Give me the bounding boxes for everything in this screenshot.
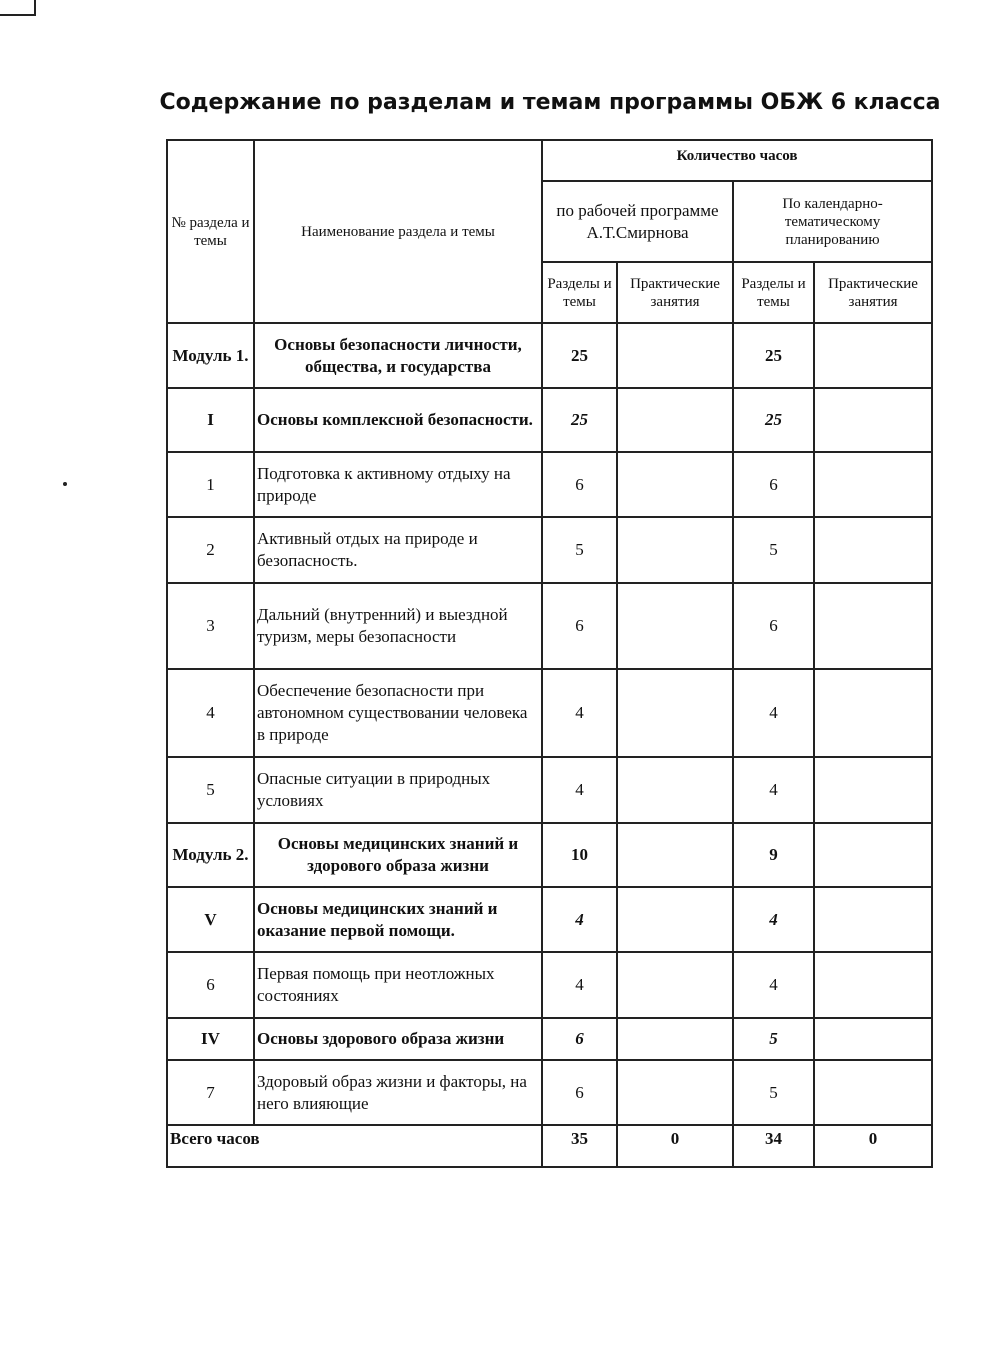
total-wp: 35 <box>542 1125 617 1167</box>
row-num: 6 <box>167 952 254 1018</box>
row-wpp <box>617 517 733 583</box>
row-name: Основы комплексной безопасности. <box>254 388 542 452</box>
row-num: 1 <box>167 452 254 517</box>
row-name: Дальний (внутренний) и выездной туризм, меры безопасности <box>254 583 542 669</box>
table-row <box>167 517 932 583</box>
header-name: Наименование раздела и темы <box>254 140 542 323</box>
row-name: Основы здорового образа жизни <box>254 1018 542 1060</box>
row-wpp <box>617 1018 733 1060</box>
row-wp: 6 <box>542 583 617 669</box>
row-calp <box>814 452 932 517</box>
row-num: 5 <box>167 757 254 823</box>
row-cal: 6 <box>733 452 814 517</box>
row-wp: 6 <box>542 1018 617 1060</box>
table-row <box>167 823 932 887</box>
table-row <box>167 452 932 517</box>
row-calp <box>814 1018 932 1060</box>
row-wp: 25 <box>542 323 617 388</box>
row-calp <box>814 669 932 757</box>
row-wpp <box>617 452 733 517</box>
row-cal: 25 <box>733 323 814 388</box>
total-calp: 0 <box>814 1125 932 1167</box>
table-row <box>167 887 932 952</box>
row-cal: 5 <box>733 1018 814 1060</box>
row-name: Основы медицинских знаний и оказание первой помощи. <box>254 887 542 952</box>
row-name: Опасные ситуации в природных условиях <box>254 757 542 823</box>
total-label: Всего часов <box>167 1125 542 1167</box>
row-wp: 5 <box>542 517 617 583</box>
row-num: Модуль 1. <box>167 323 254 388</box>
row-num: 4 <box>167 669 254 757</box>
table-row <box>167 388 932 452</box>
row-num: 7 <box>167 1060 254 1125</box>
row-wpp <box>617 757 733 823</box>
header-practical: Практические занятия <box>617 262 733 323</box>
row-cal: 4 <box>733 952 814 1018</box>
total-row <box>167 1125 932 1167</box>
table-row <box>167 583 932 669</box>
total-cal: 34 <box>733 1125 814 1167</box>
scan-corner-mark <box>0 0 36 16</box>
scan-dot-mark <box>63 482 67 486</box>
row-calp <box>814 517 932 583</box>
table-row <box>167 323 932 388</box>
table-row <box>167 1018 932 1060</box>
row-calp <box>814 952 932 1018</box>
row-wpp <box>617 887 733 952</box>
row-num: 3 <box>167 583 254 669</box>
row-calp <box>814 323 932 388</box>
hours-table <box>166 139 933 1168</box>
table-row <box>167 669 932 757</box>
row-name: Основы безопасности личности, общества, и государства <box>254 323 542 388</box>
row-wp: 6 <box>542 452 617 517</box>
row-wp: 10 <box>542 823 617 887</box>
row-num: V <box>167 887 254 952</box>
row-calp <box>814 757 932 823</box>
header-calendar: По календарно-тематическому планированию <box>733 181 932 262</box>
document-title: Содержание по разделам и темам программы ОБЖ 6 класса <box>159 90 941 115</box>
table-row <box>167 952 932 1018</box>
row-calp <box>814 887 932 952</box>
row-num: I <box>167 388 254 452</box>
row-wpp <box>617 1060 733 1125</box>
row-wpp <box>617 583 733 669</box>
row-wp: 4 <box>542 757 617 823</box>
row-cal: 25 <box>733 388 814 452</box>
row-num: 2 <box>167 517 254 583</box>
row-wpp <box>617 952 733 1018</box>
row-calp <box>814 583 932 669</box>
header-work-program: по рабочей программе А.Т.Смирнова <box>542 181 733 262</box>
header-hours: Количество часов <box>542 140 932 181</box>
row-wp: 4 <box>542 669 617 757</box>
row-wp: 6 <box>542 1060 617 1125</box>
header-sections-2: Разделы и темы <box>733 262 814 323</box>
row-wp: 4 <box>542 952 617 1018</box>
row-calp <box>814 823 932 887</box>
row-calp <box>814 388 932 452</box>
row-wp: 4 <box>542 887 617 952</box>
row-name: Активный отдых на природе и безопасность. <box>254 517 542 583</box>
total-wpp: 0 <box>617 1125 733 1167</box>
row-name: Первая помощь при неотложных состояниях <box>254 952 542 1018</box>
header-num: № раздела и темы <box>167 140 254 323</box>
row-name: Обеспечение безопасности при автономном существовании человека в природе <box>254 669 542 757</box>
header-practical-2: Практические занятия <box>814 262 932 323</box>
row-cal: 5 <box>733 1060 814 1125</box>
row-cal: 9 <box>733 823 814 887</box>
header-row-1 <box>167 140 932 181</box>
row-wpp <box>617 669 733 757</box>
row-cal: 6 <box>733 583 814 669</box>
row-num: Модуль 2. <box>167 823 254 887</box>
table-row <box>167 757 932 823</box>
header-sections: Разделы и темы <box>542 262 617 323</box>
row-name: Подготовка к активному отдыху на природе <box>254 452 542 517</box>
row-cal: 4 <box>733 757 814 823</box>
row-wpp <box>617 323 733 388</box>
row-name: Основы медицинских знаний и здорового образа жизни <box>254 823 542 887</box>
row-cal: 4 <box>733 887 814 952</box>
row-calp <box>814 1060 932 1125</box>
row-wpp <box>617 388 733 452</box>
row-name: Здоровый образ жизни и факторы, на него влияющие <box>254 1060 542 1125</box>
row-num: IV <box>167 1018 254 1060</box>
row-cal: 4 <box>733 669 814 757</box>
row-wp: 25 <box>542 388 617 452</box>
row-wpp <box>617 823 733 887</box>
row-cal: 5 <box>733 517 814 583</box>
table-row <box>167 1060 932 1125</box>
